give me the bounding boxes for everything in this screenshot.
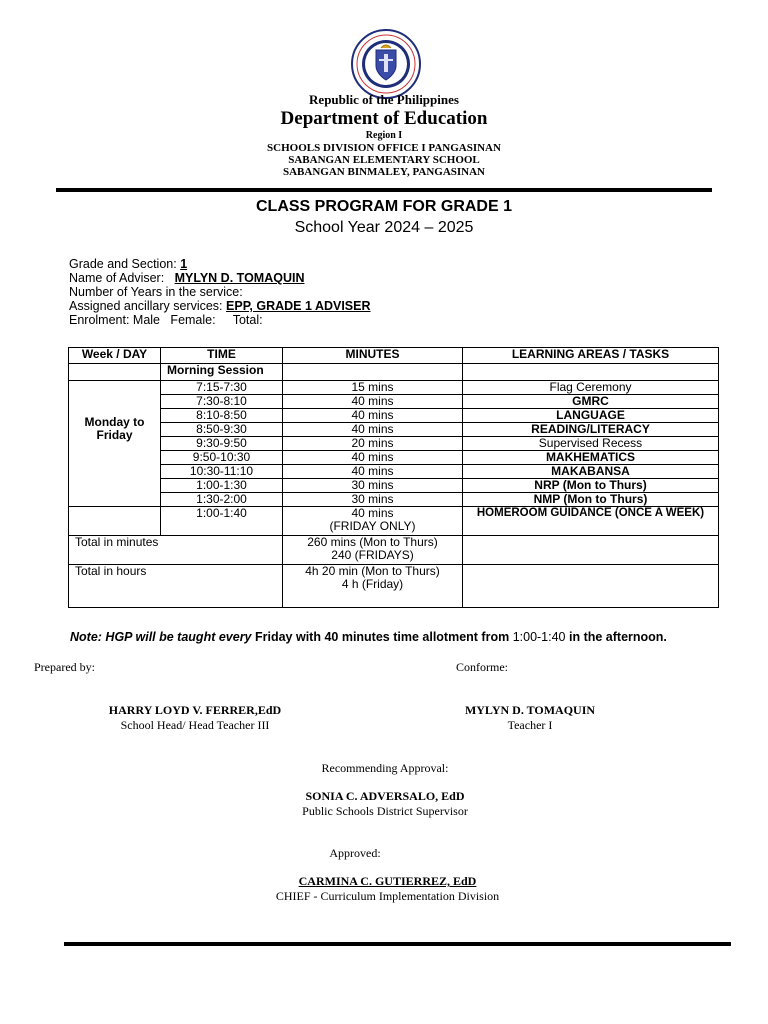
grade-value: 1 xyxy=(180,257,188,271)
table-cell-time: 1:00-1:30 xyxy=(161,479,283,493)
friday-row xyxy=(69,507,719,536)
header-divider xyxy=(56,188,712,192)
total-hours-value xyxy=(283,565,463,608)
table-cell-minutes: 40 mins xyxy=(283,395,463,409)
table-row xyxy=(69,451,719,465)
table-cell-area: MAKABANSA xyxy=(463,465,719,479)
grade-label: Grade and Section: xyxy=(69,257,181,271)
table-cell-minutes: 40 mins xyxy=(283,423,463,437)
chief-signature xyxy=(220,874,555,904)
table-row xyxy=(69,493,719,507)
header-minutes: MINUTES xyxy=(283,348,463,364)
total-minutes-label: Total in minutes xyxy=(69,536,283,565)
supervisor-title: Public Schools District Supervisor xyxy=(302,804,468,818)
table-cell-area: GMRC xyxy=(463,395,719,409)
table-row xyxy=(69,465,719,479)
schedule-rows xyxy=(69,381,719,507)
note-part4: in the afternoon. xyxy=(565,630,667,644)
table-row xyxy=(69,437,719,451)
republic-heading: Republic of the Philippines xyxy=(309,92,459,107)
table-cell-area: READING/LITERACY xyxy=(463,423,719,437)
table-row xyxy=(69,423,719,437)
document-title: CLASS PROGRAM FOR GRADE 1 xyxy=(255,198,512,215)
teacher-name: MYLYN D. TOMAQUIN xyxy=(464,703,596,717)
table-header-row xyxy=(69,348,719,364)
table-cell-minutes: 30 mins xyxy=(283,493,463,507)
class-program-table xyxy=(68,347,719,608)
school-year: School Year 2024 – 2025 xyxy=(294,219,474,236)
table-row xyxy=(69,381,719,395)
session-row xyxy=(69,364,719,381)
note-part1: Note: HGP will be taught every xyxy=(70,630,255,644)
deped-seal xyxy=(350,28,422,100)
table-cell-time: 10:30-11:10 xyxy=(161,465,283,479)
friday-minutes: 40 mins xyxy=(351,506,394,520)
footer-divider xyxy=(64,942,731,946)
total-minutes-value xyxy=(283,536,463,565)
table-cell-time: 8:50-9:30 xyxy=(161,423,283,437)
supervisor-name: SONIA C. ADVERSALO, EdD xyxy=(305,789,465,803)
department-heading: Department of Education xyxy=(280,108,488,129)
header-time: TIME xyxy=(161,348,283,364)
table-cell-time: 7:30-8:10 xyxy=(161,395,283,409)
chief-title: CHIEF - Curriculum Implementation Division xyxy=(275,889,500,903)
table-cell-minutes: 40 mins xyxy=(283,465,463,479)
adviser-label: Name of Adviser: xyxy=(69,271,175,285)
table-cell-area: LANGUAGE xyxy=(463,409,719,423)
approved-label: Approved: xyxy=(329,846,381,860)
table-row xyxy=(69,409,719,423)
table-cell-area: NRP (Mon to Thurs) xyxy=(463,479,719,493)
ancillary-value: EPP, GRADE 1 ADVISER xyxy=(226,299,371,313)
table-cell-minutes: 20 mins xyxy=(283,437,463,451)
adviser-value: MYLYN D. TOMAQUIN xyxy=(174,271,305,285)
table-cell-time: 1:30-2:00 xyxy=(161,493,283,507)
total-hours-line1: 4h 20 min (Mon to Thurs) xyxy=(305,564,440,578)
table-cell-time: 9:30-9:50 xyxy=(161,437,283,451)
supervisor-signature xyxy=(235,789,535,819)
ancillary-label: Assigned ancillary services: xyxy=(69,299,227,313)
friday-only: (FRIDAY ONLY) xyxy=(329,519,416,533)
table-cell-area: NMP (Mon to Thurs) xyxy=(463,493,719,507)
table-cell-area: MAKHEMATICS xyxy=(463,451,719,465)
teacher-signature xyxy=(420,703,640,733)
total-hours-line2: 4 h (Friday) xyxy=(341,577,404,591)
address-heading: SABANGAN BINMALEY, PANGASINAN xyxy=(283,166,485,178)
table-cell-minutes xyxy=(283,507,463,536)
table-cell-time: 1:00-1:40 xyxy=(161,507,283,536)
table-row xyxy=(69,479,719,493)
table-cell-time: 9:50-10:30 xyxy=(161,451,283,465)
morning-session-label: Morning Session xyxy=(161,364,283,381)
total-hours-label: Total in hours xyxy=(69,565,283,608)
table-cell-minutes: 40 mins xyxy=(283,451,463,465)
ancillary-line xyxy=(69,299,371,313)
seal-icon xyxy=(350,28,422,100)
region-heading: Region I xyxy=(365,130,403,141)
table-cell-minutes: 15 mins xyxy=(283,381,463,395)
note-part3: 1:00-1:40 xyxy=(512,630,566,644)
teacher-title: Teacher I xyxy=(507,718,553,732)
grade-section-line xyxy=(69,257,187,271)
header-learning-areas: LEARNING AREAS / TASKS xyxy=(463,348,719,364)
school-heading: SABANGAN ELEMENTARY SCHOOL xyxy=(288,154,480,166)
table-row xyxy=(69,395,719,409)
years-line: Number of Years in the service: xyxy=(69,285,243,299)
table-cell-area: HOMEROOM GUIDANCE (ONCE A WEEK) xyxy=(463,507,719,536)
day-cell: Monday to Friday xyxy=(69,381,161,507)
prepared-label: Prepared by: xyxy=(34,660,95,674)
table-cell-area: Flag Ceremony xyxy=(463,381,719,395)
chief-name: CARMINA C. GUTIERREZ, EdD xyxy=(298,874,477,888)
head-signature xyxy=(70,703,320,733)
total-minutes-row xyxy=(69,536,719,565)
table-cell-time: 7:15-7:30 xyxy=(161,381,283,395)
division-heading: SCHOOLS DIVISION OFFICE I PANGASINAN xyxy=(267,142,501,154)
table-cell-minutes: 40 mins xyxy=(283,409,463,423)
header-week-day: Week / DAY xyxy=(69,348,161,364)
enrolment-line: Enrolment: Male Female: Total: xyxy=(69,313,263,327)
recommending-label: Recommending Approval: xyxy=(321,761,449,775)
conforme-label: Conforme: xyxy=(456,660,508,674)
note-part2: Friday with 40 minutes time allotment from xyxy=(255,630,513,644)
table-cell-time: 8:10-8:50 xyxy=(161,409,283,423)
total-minutes-line2: 240 (FRIDAYS) xyxy=(331,548,414,562)
table-cell-minutes: 30 mins xyxy=(283,479,463,493)
head-title: School Head/ Head Teacher III xyxy=(120,718,270,732)
head-name: HARRY LOYD V. FERRER,EdD xyxy=(108,703,282,717)
adviser-line xyxy=(69,271,304,285)
total-hours-row xyxy=(69,565,719,608)
table-cell-area: Supervised Recess xyxy=(463,437,719,451)
note-line xyxy=(70,630,667,644)
total-minutes-line1: 260 mins (Mon to Thurs) xyxy=(307,535,438,549)
